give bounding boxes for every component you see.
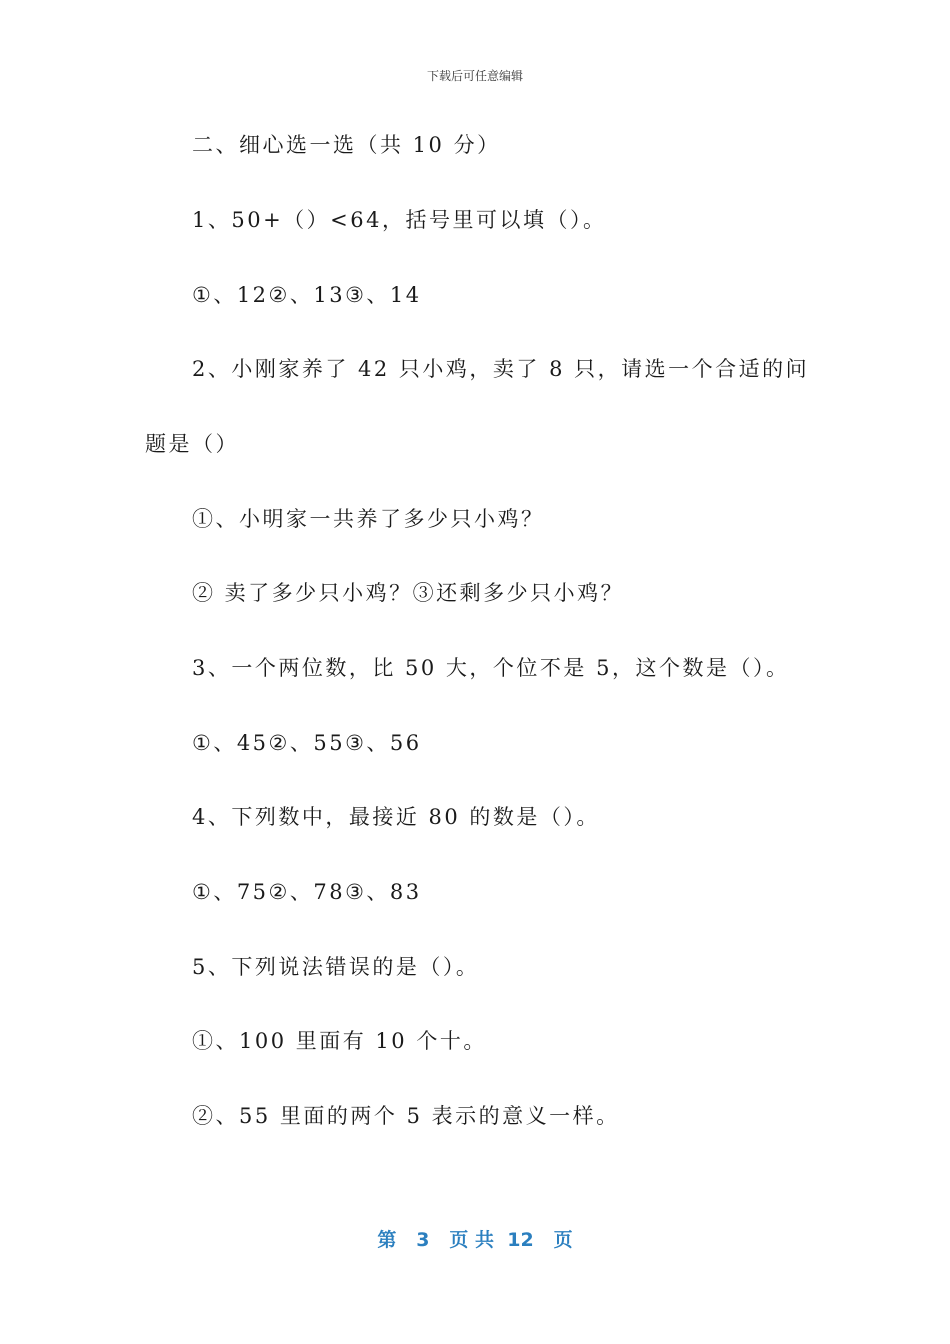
question-1: 1、50+（）<64，括号里可以填（）。 — [192, 208, 607, 232]
question-4-options: ①、75②、78③、83 — [192, 880, 422, 904]
question-5-option-2: ②、55 里面的两个 5 表示的意义一样。 — [192, 1104, 620, 1128]
footer-suffix: 页 — [553, 1229, 573, 1251]
question-2-option-1: ①、小明家一共养了多少只小鸡？ — [192, 507, 545, 531]
question-5-option-1: ①、100 里面有 10 个十。 — [192, 1029, 487, 1053]
question-2-continued: 题是（） — [145, 432, 239, 456]
question-3: 3、一个两位数，比 50 大，个位不是 5，这个数是（）。 — [192, 656, 790, 680]
footer-total-pages: 12 — [507, 1229, 534, 1251]
question-1-options: ①、12②、13③、14 — [192, 283, 422, 307]
page-footer — [0, 1225, 950, 1252]
question-4: 4、下列数中，最接近 80 的数是（）。 — [192, 805, 600, 829]
question-3-options: ①、45②、55③、56 — [192, 731, 422, 755]
header-note: 下载后可任意编辑 — [426, 69, 523, 83]
footer-current-page: 3 — [416, 1229, 430, 1251]
section-title: 二、细心选一选（共 10 分） — [192, 133, 501, 157]
question-2-options-2-3: ② 卖了多少只小鸡？③还剩多少只小鸡？ — [192, 581, 625, 605]
question-2: 2、小刚家养了 42 只小鸡，卖了 8 只，请选一个合适的问 — [192, 357, 810, 381]
footer-prefix: 第 — [377, 1229, 397, 1251]
footer-middle: 页 共 — [449, 1229, 495, 1251]
question-5: 5、下列说法错误的是（）。 — [192, 955, 480, 979]
